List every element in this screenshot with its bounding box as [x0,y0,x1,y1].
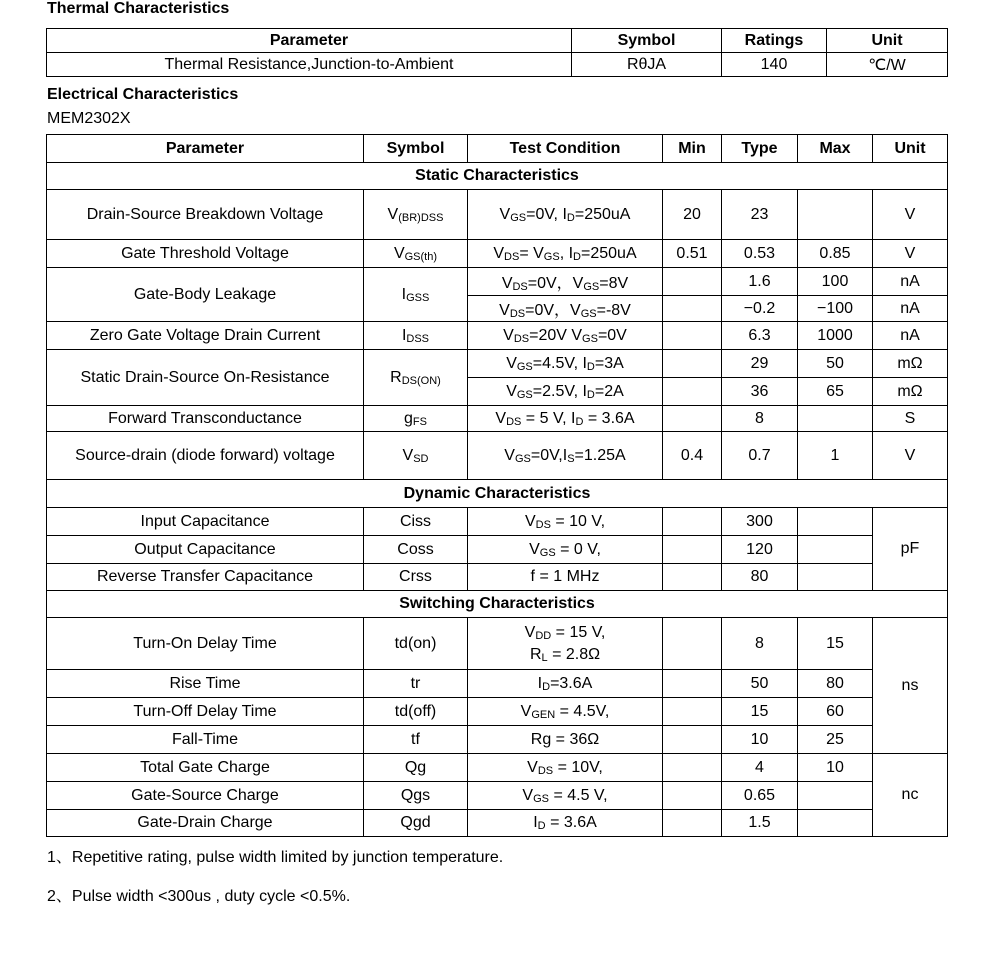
condition-cell: $V_{DS}=0V$，$V_{GS}=-8V$ [468,296,663,322]
unit-cell: nA [873,296,948,322]
min-cell [663,508,722,536]
max-cell: 50 [798,350,873,378]
min-cell [663,296,722,322]
th-unit: Unit [873,135,948,163]
min-cell [663,754,722,782]
min-cell [663,810,722,837]
th-condition: Test Condition [468,135,663,163]
type-cell: 36 [722,378,798,406]
min-cell [663,698,722,726]
table-row [47,268,948,296]
min-cell: 0.51 [663,240,722,268]
th-symbol: Symbol [364,135,468,163]
symbol-cell: Qgs [364,782,468,810]
param-cell: Source-drain (diode forward) voltage [47,432,364,480]
condition-cell: f = 1 MHz [468,564,663,591]
min-cell [663,564,722,591]
max-cell [798,508,873,536]
min-cell [663,618,722,670]
condition-cell: $V_{GS}=0V,I_S=1.25A$ [468,432,663,480]
thermal-param: Thermal Resistance,Junction-to-Ambient [47,53,572,77]
unit-cell: nA [873,268,948,296]
param-cell: Total Gate Charge [47,754,364,782]
condition-cell: $I_D = 3.6A$ [468,810,663,837]
max-cell: −100 [798,296,873,322]
symbol-cell: Crss [364,564,468,591]
param-cell: Forward Transconductance [47,406,364,432]
section-switching: Switching Characteristics [47,591,948,618]
table-row [47,754,948,782]
part-number: MEM2302X [47,110,131,127]
condition-cell: $V_{DS}=20V$ $V_{GS}=0V$ [468,322,663,350]
max-cell: 100 [798,268,873,296]
condition-cell: $V_{DD} = 15$ V, $R_L = 2.8\Omega$ [468,618,663,670]
table-row [47,190,948,240]
param-cell: Reverse Transfer Capacitance [47,564,364,591]
min-cell [663,378,722,406]
thermal-title: Thermal Characteristics [47,0,230,17]
type-cell: 10 [722,726,798,754]
max-cell: 25 [798,726,873,754]
unit-cell: ns [873,618,948,754]
table-row [47,670,948,698]
symbol-cell: Qg [364,754,468,782]
symbol-cell: $I_{GSS}$ [364,268,468,322]
max-cell [798,536,873,564]
param-cell: Fall-Time [47,726,364,754]
unit-cell: nA [873,322,948,350]
condition-cell: $V_{GS}=0V$, $I_D=250uA$ [468,190,663,240]
th-unit: Unit [827,29,948,53]
max-cell: 65 [798,378,873,406]
th-symbol: Symbol [572,29,722,53]
thermal-table [46,28,948,77]
min-cell [663,536,722,564]
th-ratings: Ratings [722,29,827,53]
electrical-table [46,134,948,837]
symbol-cell: $V_{SD}$ [364,432,468,480]
type-cell: 0.53 [722,240,798,268]
type-cell: 120 [722,536,798,564]
param-cell: Gate-Body Leakage [47,268,364,322]
max-cell: 15 [798,618,873,670]
type-cell: −0.2 [722,296,798,322]
table-row [47,53,948,77]
condition-cell: $V_{DS} = 10$ V, [468,508,663,536]
type-cell: 15 [722,698,798,726]
min-cell [663,350,722,378]
unit-cell: V [873,240,948,268]
max-cell: 1000 [798,322,873,350]
table-row [47,432,948,480]
symbol-cell: $I_{DSS}$ [364,322,468,350]
min-cell: 0.4 [663,432,722,480]
symbol-cell: $V_{GS(th)}$ [364,240,468,268]
symbol-cell: tf [364,726,468,754]
param-cell: Gate Threshold Voltage [47,240,364,268]
max-cell: 10 [798,754,873,782]
symbol-cell: Qgd [364,810,468,837]
condition-cell: Rg = 36Ω [468,726,663,754]
min-cell [663,670,722,698]
thermal-unit: ℃/W [827,53,948,77]
condition-cell: $V_{GS} = 4.5$ V, [468,782,663,810]
th-max: Max [798,135,873,163]
type-cell: 1.6 [722,268,798,296]
param-cell: Drain-Source Breakdown Voltage [47,190,364,240]
symbol-cell: tr [364,670,468,698]
table-row [47,322,948,350]
table-row [47,726,948,754]
table-row [47,350,948,378]
type-cell: 50 [722,670,798,698]
thermal-rating: 140 [722,53,827,77]
footnote-1: 1、Repetitive rating, pulse width limited by junction temperature. [47,849,504,866]
table-row [47,782,948,810]
max-cell [798,564,873,591]
type-cell: 29 [722,350,798,378]
param-cell: Turn-Off Delay Time [47,698,364,726]
symbol-cell: $g_{FS}$ [364,406,468,432]
param-cell: Input Capacitance [47,508,364,536]
table-row [47,508,948,536]
type-cell: 4 [722,754,798,782]
symbol-cell: td(on) [364,618,468,670]
unit-cell: mΩ [873,378,948,406]
type-cell: 0.7 [722,432,798,480]
condition-cell: $I_D=3.6A$ [468,670,663,698]
table-row [47,618,948,670]
max-cell: 80 [798,670,873,698]
min-cell: 20 [663,190,722,240]
type-cell: 6.3 [722,322,798,350]
unit-cell: V [873,432,948,480]
condition-cell: $V_{DS}=0V$，$V_{GS}=8V$ [468,268,663,296]
max-cell [798,406,873,432]
max-cell [798,810,873,837]
param-cell: Gate-Source Charge [47,782,364,810]
min-cell [663,322,722,350]
param-cell: Zero Gate Voltage Drain Current [47,322,364,350]
table-row [47,536,948,564]
type-cell: 0.65 [722,782,798,810]
condition-cell: $V_{GEN} = 4.5V$, [468,698,663,726]
section-dynamic: Dynamic Characteristics [47,480,948,508]
param-cell: Turn-On Delay Time [47,618,364,670]
unit-cell: S [873,406,948,432]
max-cell: 60 [798,698,873,726]
th-parameter: Parameter [47,29,572,53]
unit-cell: pF [873,508,948,591]
condition-cell: $V_{DS} = 5$ V, $I_D = 3.6A$ [468,406,663,432]
condition-cell: $V_{GS}=2.5V$, $I_D=2A$ [468,378,663,406]
symbol-cell: $R_{DS(ON)}$ [364,350,468,406]
symbol-cell: $V_{(BR)DSS}$ [364,190,468,240]
condition-cell: $V_{GS} = 0$ V, [468,536,663,564]
type-cell: 23 [722,190,798,240]
th-min: Min [663,135,722,163]
param-cell: Gate-Drain Charge [47,810,364,837]
condition-cell: $V_{DS} = 10V$, [468,754,663,782]
table-row [47,698,948,726]
param-cell: Rise Time [47,670,364,698]
symbol-cell: Coss [364,536,468,564]
symbol-cell: td(off) [364,698,468,726]
footnote-2: 2、Pulse width <300us , duty cycle <0.5%. [47,888,351,905]
max-cell [798,782,873,810]
max-cell: 1 [798,432,873,480]
th-parameter: Parameter [47,135,364,163]
electrical-title: Electrical Characteristics [47,86,239,103]
section-static: Static Characteristics [47,163,948,190]
type-cell: 80 [722,564,798,591]
unit-cell: nc [873,754,948,837]
min-cell [663,406,722,432]
min-cell [663,268,722,296]
max-cell: 0.85 [798,240,873,268]
table-row [47,240,948,268]
th-type: Type [722,135,798,163]
unit-cell: mΩ [873,350,948,378]
condition-cell: $V_{DS}= V_{GS}$, $I_D=250uA$ [468,240,663,268]
table-row [47,564,948,591]
type-cell: 8 [722,618,798,670]
max-cell [798,190,873,240]
thermal-symbol: RθJA [572,53,722,77]
param-cell: Static Drain-Source On-Resistance [47,350,364,406]
type-cell: 1.5 [722,810,798,837]
type-cell: 8 [722,406,798,432]
min-cell [663,726,722,754]
min-cell [663,782,722,810]
symbol-cell: Ciss [364,508,468,536]
type-cell: 300 [722,508,798,536]
condition-cell: $V_{GS}=4.5V$, $I_D=3A$ [468,350,663,378]
unit-cell: V [873,190,948,240]
table-row [47,810,948,837]
param-cell: Output Capacitance [47,536,364,564]
table-row [47,406,948,432]
